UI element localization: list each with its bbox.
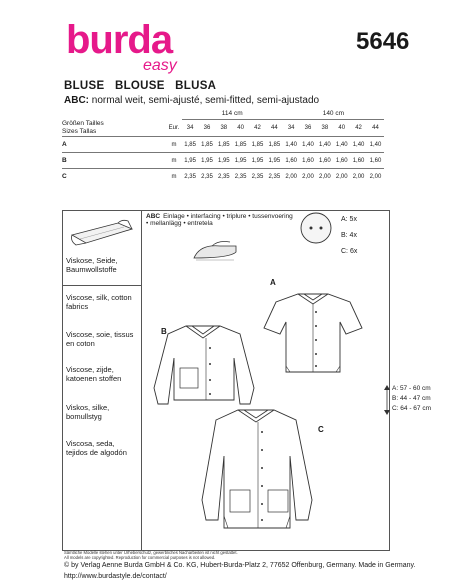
interfacing-prefix: ABC	[146, 213, 161, 220]
value-cell: 1,85	[182, 137, 199, 153]
fabric-de: Viskose, Seide, Baumwollstoffe	[66, 256, 118, 274]
table-row	[62, 169, 384, 185]
size-cell: 36	[304, 125, 312, 131]
interfacing-text: Einlage • interfacing • triplure • tussenvoering • mellanlägg • entretela	[146, 213, 293, 228]
value-cell: 1,85	[199, 137, 216, 153]
row-label: B	[62, 153, 122, 169]
fabric-header-divider	[62, 285, 142, 286]
value-cell: 1,60	[367, 153, 384, 169]
view-a-label: A	[270, 278, 276, 287]
value-cell: 1,40	[300, 137, 317, 153]
blouse-b-drawing	[150, 318, 260, 414]
iron-icon	[190, 240, 240, 264]
fabric-width-header: 140 cm	[283, 108, 384, 120]
value-cell: 1,95	[215, 153, 232, 169]
view-b-label: B	[161, 327, 167, 336]
value-cell: 1,60	[300, 153, 317, 169]
unit-cell: m	[166, 137, 181, 153]
fit-text: normal weit, semi-ajusté, semi-fitted, semi-ajustado	[91, 95, 320, 106]
value-cell: 1,95	[232, 153, 249, 169]
button-count-c: C: 6x	[341, 248, 358, 255]
value-cell: 2,00	[350, 169, 367, 185]
size-cell: 36	[203, 125, 211, 131]
size-cell: 44	[372, 125, 379, 131]
value-cell: 1,60	[333, 153, 350, 169]
panel-divider	[141, 210, 142, 550]
view-c-label: C	[318, 425, 324, 434]
value-cell: 1,85	[266, 137, 283, 153]
value-cell: 1,40	[333, 137, 350, 153]
fabric-width-header: 114 cm	[182, 108, 283, 120]
value-cell: 2,35	[266, 169, 283, 185]
unit-cell: m	[166, 169, 181, 185]
fabric-es: Viscosa, seda, tejidos de algodón	[66, 439, 127, 457]
eur-label: Eur.	[168, 124, 180, 131]
fabric-en: Viscose, silk, cotton fabrics	[66, 293, 132, 311]
size-cell: 44	[270, 125, 278, 131]
length-b: B: 44 - 47 cm	[392, 395, 431, 402]
size-cell: 40	[237, 125, 244, 131]
value-cell: 1,85	[232, 137, 249, 153]
value-cell: 1,60	[283, 153, 300, 169]
value-cell: 2,35	[232, 169, 249, 185]
value-cell: 1,40	[283, 137, 300, 153]
value-cell: 1,40	[367, 137, 384, 153]
value-cell: 1,95	[266, 153, 283, 169]
fit-prefix: ABC:	[64, 95, 89, 106]
value-cell: 2,00	[367, 169, 384, 185]
value-cell: 2,00	[300, 169, 317, 185]
contact-link[interactable]: http://www.burdastyle.de/contact/	[64, 573, 167, 580]
fit-description	[64, 95, 319, 106]
value-cell: 1,60	[350, 153, 367, 169]
unit-cell: m	[166, 153, 181, 169]
size-label	[62, 120, 122, 137]
value-cell: 1,95	[199, 153, 216, 169]
blouse-a-drawing	[258, 288, 368, 378]
length-c: C: 64 - 67 cm	[392, 405, 432, 412]
value-cell: 2,00	[283, 169, 300, 185]
value-cell: 1,95	[182, 153, 199, 169]
legal-de: Sämtliche Modelle stehen unter Urheberschutz, gewerbliches Nacharbeiten ist nicht gestattet.	[64, 550, 238, 555]
value-cell: 2,00	[316, 169, 333, 185]
fabric-nl: Viscose, zijde, katoenen stoffen	[66, 365, 122, 383]
value-cell: 2,35	[249, 169, 266, 185]
length-arrow-icon	[382, 384, 392, 416]
size-cell: 38	[220, 125, 228, 131]
size-cell: 40	[338, 125, 346, 131]
size-cell: 34	[287, 125, 295, 131]
value-cell: 1,60	[316, 153, 333, 169]
value-cell: 1,40	[350, 137, 367, 153]
fabric-fr: Viscose, soie, tissus en coton	[66, 330, 134, 348]
value-cell: 1,95	[249, 153, 266, 169]
size-cell: 42	[355, 125, 362, 131]
table-row	[62, 153, 384, 169]
brand-tagline: easy	[143, 57, 177, 74]
value-cell: 2,35	[182, 169, 199, 185]
row-label: C	[62, 169, 122, 185]
value-cell: 1,85	[215, 137, 232, 153]
row-label: A	[62, 137, 122, 153]
value-cell: 1,85	[249, 137, 266, 153]
value-cell: 2,35	[199, 169, 216, 185]
size-label-line: Größen Tailles	[62, 119, 104, 127]
button-count-b: B: 4x	[341, 232, 357, 239]
size-cell: 38	[321, 125, 329, 131]
value-cell: 2,00	[333, 169, 350, 185]
length-a: A: 57 - 60 cm	[392, 385, 431, 392]
blouse-c-drawing	[196, 404, 320, 536]
copyright: © by Verlag Aenne Burda GmbH & Co. KG, Hubert-Burda-Platz 2, 77652 Offenburg, Germany. Made in Germany.	[64, 562, 416, 569]
value-cell: 1,40	[316, 137, 333, 153]
size-cell: 42	[254, 125, 261, 131]
table-row	[62, 137, 384, 153]
garment-title: BLUSE BLOUSE BLUSA	[64, 80, 217, 92]
interfacing-note	[146, 213, 296, 228]
pattern-number: 5646	[356, 28, 410, 55]
size-cell: 34	[186, 125, 194, 131]
value-cell: 2,35	[215, 169, 232, 185]
legal-en: All models are copyrighted. Reproduction for commercial purposes is not allowed.	[64, 555, 216, 560]
brand-logo: burda	[66, 18, 173, 62]
button-count-a: A: 5x	[341, 216, 357, 223]
yardage-table	[62, 108, 384, 184]
size-label-line: Sizes Tallas	[62, 127, 97, 135]
fabric-sv: Viskos, silke, bomullstyg	[66, 403, 110, 421]
fabric-swatch-icon	[70, 215, 136, 257]
button-icon	[298, 210, 334, 246]
